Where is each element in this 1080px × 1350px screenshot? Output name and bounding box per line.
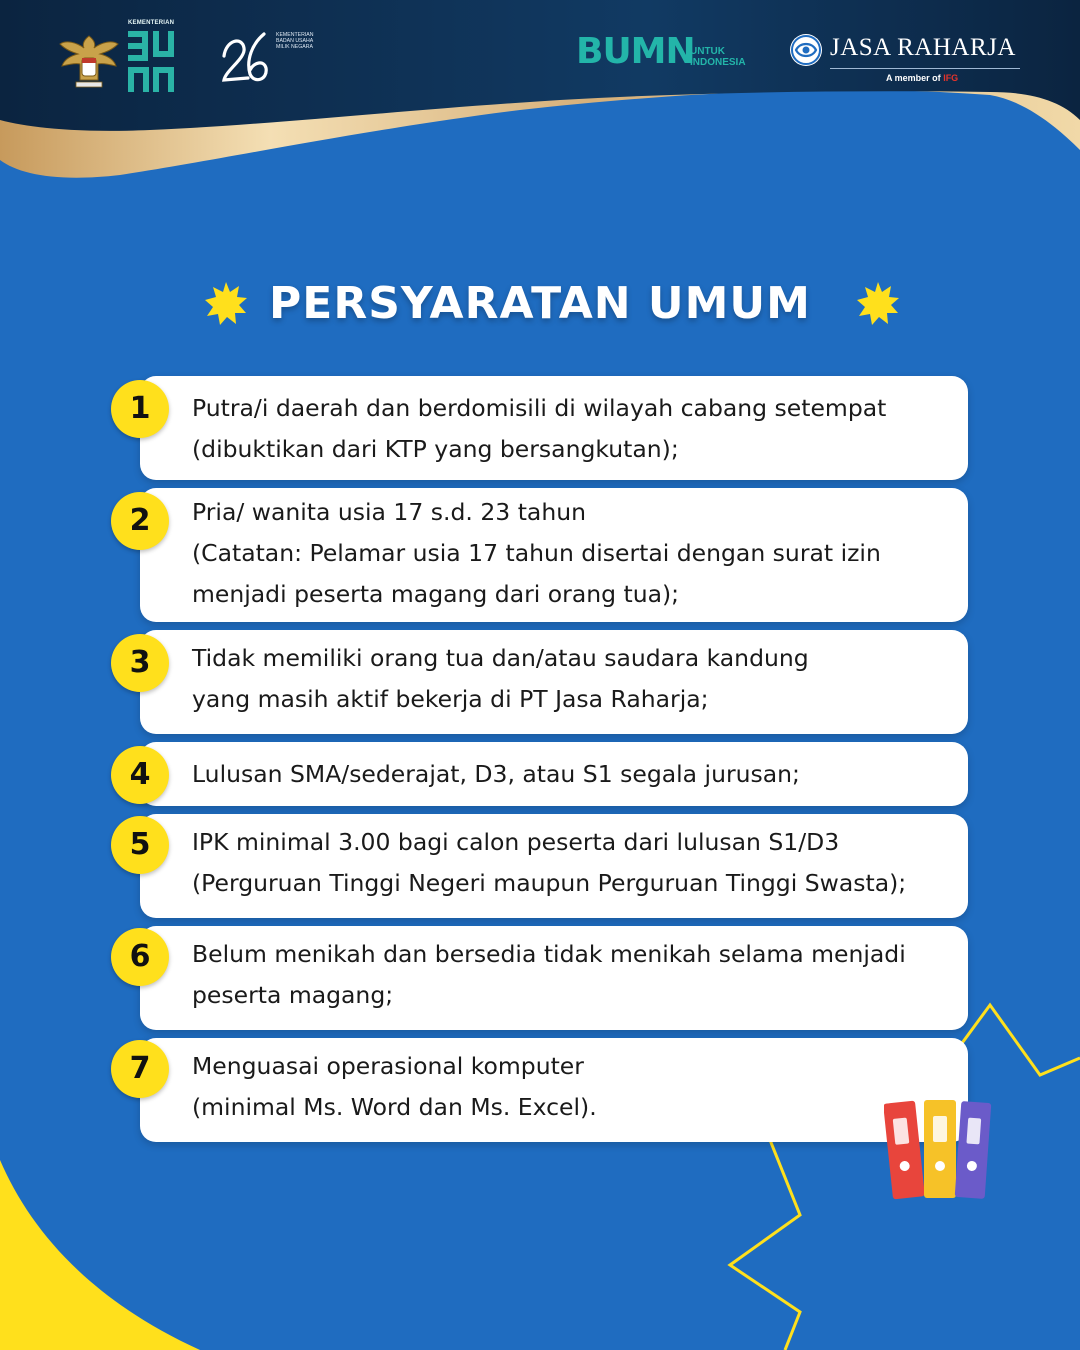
requirement-number-badge: 7 [111,1040,169,1098]
requirement-text: Belum menikah dan bersedia tidak menikah selama menjadi peserta magang; [192,940,906,1009]
requirement-text: Menguasai operasional komputer (minimal Ms. Word dan Ms. Excel). [192,1052,597,1121]
requirement-number-badge: 6 [111,928,169,986]
kementerian-bumn-small-text: KEMENTERIAN BADAN USAHA MILIK NEGARA [276,32,314,50]
bumn-untuk-indonesia-logo [576,31,756,74]
requirement-card-5 [140,814,968,918]
member-of-ifg [886,73,958,83]
jasa-raharja-wordmark: JASA RAHARJA [830,34,1016,61]
requirement-card-3 [140,630,968,734]
page-title: PERSYARATAN UMUM [269,278,811,329]
requirement-number-badge: 3 [111,634,169,692]
requirement-card-2 [140,488,968,622]
requirement-number-badge: 2 [111,492,169,550]
ifg-brand: IFG [943,73,959,83]
title-row [0,276,1080,336]
requirement-text: IPK minimal 3.00 bagi calon peserta dari lulusan S1/D3 (Perguruan Tinggi Negeri maupun Perguruan Tinggi Swasta); [192,828,907,897]
bumn-monogram-icon [126,20,182,92]
requirement-text: Pria/ wanita usia 17 s.d. 23 tahun (Catatan: Pelamar usia 17 tahun disertai dengan surat izin menjadi peserta magang dari orang tua); [192,498,881,608]
jasa-raharja-divider [830,68,1020,69]
requirement-number-badge: 1 [111,380,169,438]
requirement-text: Tidak memiliki orang tua dan/atau saudara kandung yang masih aktif bekerja di PT Jasa Raharja; [192,644,809,713]
kementerian-label: KEMENTERIAN [128,20,175,26]
bumn-tagline: UNTUK INDONESIA [690,46,746,68]
sun-icon [855,280,901,326]
binders-icon [884,1096,994,1204]
requirement-card-6 [140,926,968,1030]
requirement-card-7 [140,1038,968,1142]
member-prefix: A member of [886,73,944,83]
requirement-number-badge: 4 [111,746,169,804]
requirement-card-1 [140,376,968,480]
requirement-text: Putra/i daerah dan berdomisili di wilayah cabang setempat (dibuktikan dari KTP yang bersangkutan); [192,394,887,463]
requirement-card-4 [140,742,968,806]
garuda-emblem-icon [58,30,120,92]
bumn-wordmark: BUMN [576,31,695,72]
jasa-raharja-emblem-icon [788,32,824,68]
26-emblem-icon [220,30,276,86]
kementerian-bumn-logo [126,20,182,92]
requirement-text: Lulusan SMA/sederajat, D3, atau S1 segala jurusan; [192,760,800,788]
jasa-raharja-logo [786,32,1026,88]
requirement-number-badge: 5 [111,816,169,874]
26-years-bumn-logo [220,30,320,86]
